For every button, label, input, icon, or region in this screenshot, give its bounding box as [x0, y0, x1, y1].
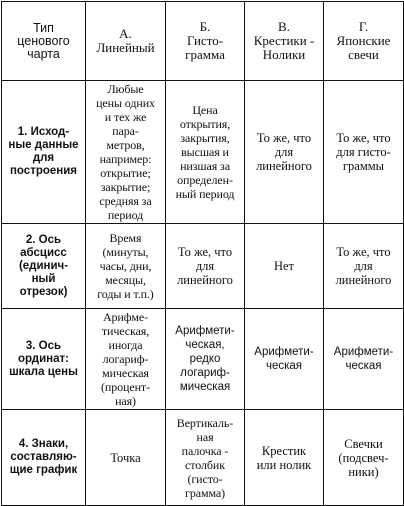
table-cell: Точка: [86, 410, 166, 506]
row-header-abscissa: 2. Ось абсцисс (единич- ный отрезок): [2, 224, 86, 309]
table-cell: Арифмети- ческая: [245, 309, 324, 410]
table-cell: То же, что для линейного: [324, 224, 404, 309]
price-chart-comparison-table: [1, 1, 404, 506]
row-header-ordinate: 3. Ось ординат: шкала цены: [2, 309, 86, 410]
table-cell: Арифме- тическая, иногда логариф- мическая (процент- ная): [86, 309, 166, 410]
row-header-chart-signs: 4. Знаки, составляю- щие график: [2, 410, 86, 506]
table-cell: Время (минуты, часы, дни, месяцы, годы и т.п.): [86, 224, 166, 309]
table-cell: Нет: [245, 224, 324, 309]
table-cell: Цена открытия, закрытия, высшая и низшая за определен- ный период: [166, 81, 245, 224]
table-cell: Любые цены одних и тех же пара- метров, например: открытие; закрытие; средняя за период: [86, 81, 166, 224]
corner-header: Тип ценового чарта: [2, 2, 86, 81]
table-cell: Свечки (подсвеч- ники): [324, 410, 404, 506]
table-cell: То же, что для гисто- граммы: [324, 81, 404, 224]
column-header-point-and-figure: В. Крестики - Нолики: [245, 2, 324, 81]
table-cell: Арифмети- ческая: [324, 309, 404, 410]
table-row: [2, 309, 404, 410]
header-row: [2, 2, 404, 81]
row-header-source-data: 1. Исход- ные данные для построения: [2, 81, 86, 224]
column-header-linear: А. Линейный: [86, 2, 166, 81]
column-header-histogram: Б. Гисто- грамма: [166, 2, 245, 81]
table-cell: То же, что для линейного: [166, 224, 245, 309]
table-row: [2, 410, 404, 506]
table-cell: Вертикаль- ная палочка - столбик (гисто- грамма): [166, 410, 245, 506]
table-row: [2, 224, 404, 309]
table-row: [2, 81, 404, 224]
table-cell: Крестик или нолик: [245, 410, 324, 506]
table-cell: То же, что для линейного: [245, 81, 324, 224]
table-cell: Арифмети- ческая, редко логариф- мическая: [166, 309, 245, 410]
column-header-candlestick: Г. Японские свечи: [324, 2, 404, 81]
